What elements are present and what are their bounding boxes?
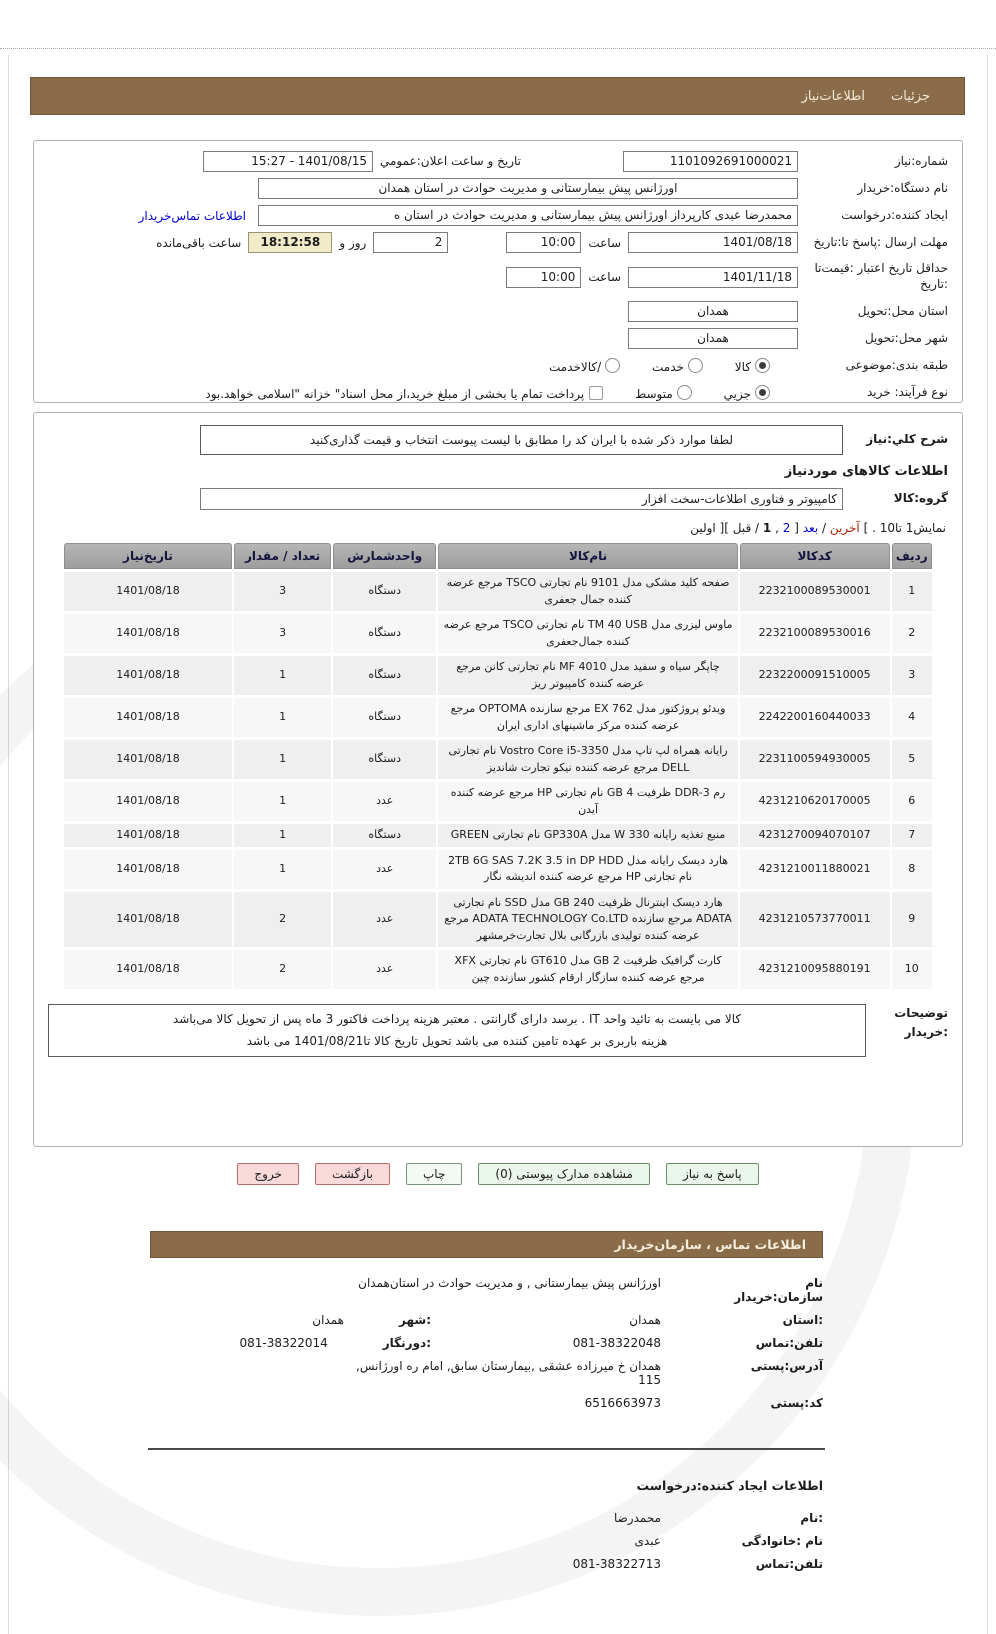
deadline-time-field[interactable]: 10:00 — [506, 232, 581, 253]
delivery-province-field[interactable]: همدان — [628, 301, 798, 322]
cell-item-name: ماوس لیزری مدل TM 40 USB نام تجارتی TSCO مرجع عرضه کننده جمال‌جعفری — [438, 614, 737, 653]
cell-need-date: 1401/08/18 — [64, 614, 232, 653]
buyer-notes-line1: کالا می بایست به تائید واحد IT . برسد دارای گارانتی . معتبر هزینه پرداخت فاکتور 3 ماه پس از تحویل کالا می‌باشد — [172, 1012, 742, 1026]
row-requester — [48, 203, 948, 228]
table-row — [64, 950, 932, 989]
pagination-separator: / — [818, 521, 827, 535]
cell-row-index: 5 — [892, 740, 932, 779]
items-section-heading: اطلاعات کالاهای موردنیاز — [784, 464, 948, 479]
radio-label: متوسط — [635, 386, 673, 401]
requester-label: ایجاد کننده:درخواست — [841, 207, 948, 222]
tab-bar — [30, 77, 965, 115]
delivery-province-label: استان محل:تحویل — [857, 303, 948, 318]
countdown-label: ساعت باقی‌مانده — [156, 235, 242, 250]
cell-row-index: 3 — [892, 656, 932, 695]
cell-quantity: 1 — [234, 782, 331, 821]
row-classification — [48, 353, 948, 378]
table-row — [64, 614, 932, 653]
buyer-contact-block — [150, 1276, 823, 1419]
city-label: :شهر — [399, 1313, 431, 1327]
pagination — [50, 521, 946, 535]
cell-need-date: 1401/08/18 — [64, 740, 232, 779]
pagination-comma: , — [775, 521, 779, 535]
cell-item-code: 2232100089530016 — [740, 614, 890, 653]
row-creator-name — [150, 1511, 823, 1525]
buyer-notes-label-line1: توضیحات — [894, 1006, 948, 1020]
buyer-notes-box — [48, 1004, 866, 1057]
org-name-label: نام سازمان:خریدار — [734, 1276, 823, 1304]
pagination-first-link[interactable]: اولین — [690, 521, 716, 535]
items-table-body — [64, 572, 932, 989]
cell-unit: دستگاه — [333, 824, 436, 847]
classification-option-goods[interactable] — [735, 360, 770, 374]
row-province-city — [150, 1313, 823, 1327]
cell-row-index: 6 — [892, 782, 932, 821]
cell-need-date: 1401/08/18 — [64, 656, 232, 695]
cell-need-date: 1401/08/18 — [64, 950, 232, 989]
deadline-date-field[interactable]: 1401/08/18 — [628, 232, 798, 253]
cell-quantity: 1 — [234, 850, 331, 889]
cell-row-index: 9 — [892, 892, 932, 948]
price-validity-label-line1: حداقل تاریخ اعتبار :قیمت‌تا — [814, 261, 948, 276]
cell-need-date: 1401/08/18 — [64, 698, 232, 737]
province-value: همدان — [629, 1313, 661, 1327]
cell-row-index: 8 — [892, 850, 932, 889]
cell-row-index: 4 — [892, 698, 932, 737]
cell-item-code: 2232100089530001 — [740, 572, 890, 611]
buyer-contact-header: اطلاعات تماس ، سازمان‌خریدار — [150, 1231, 823, 1258]
phone-label: تلفن:تماس — [755, 1336, 823, 1350]
cell-quantity: 3 — [234, 614, 331, 653]
pagination-brackets: ][ — [719, 521, 729, 535]
cell-row-index: 7 — [892, 824, 932, 847]
exit-button[interactable]: خروج — [237, 1163, 299, 1185]
cell-item-name: چاپگر سیاه و سفید مدل MF 4010 نام تجارتی کانن مرجع عرضه کننده کامپیوتر ریز — [438, 656, 737, 695]
cell-item-name: رم DDR-3 ظرفیت 4 GB نام تجارتی HP مرجع عرضه کننده آیدن — [438, 782, 737, 821]
row-buyer-notes — [48, 1004, 948, 1057]
creator-phone-label: تلفن:تماس — [755, 1557, 823, 1571]
classification-option-service[interactable] — [652, 360, 703, 374]
creator-family-value: عبدی — [634, 1534, 661, 1548]
cell-item-name: هارد دیسک رایانه مدل 2TB 6G SAS 7.2K 3.5 in DP HDD نام تجارتی HP مرجع عرضه کننده اندیشه نگار — [438, 850, 737, 889]
col-item-name: نام‌کالا — [438, 543, 737, 569]
pagination-last-link[interactable]: آخرین — [829, 521, 860, 535]
cell-item-name: کارت گرافیک ظرفیت 2 GB مدل GT610 نام تجارتی XFX مرجع عرضه کننده سازگار ارقام کشور سازنده چین — [438, 950, 737, 989]
process-option-medium[interactable] — [635, 387, 692, 401]
table-row — [64, 740, 932, 779]
cell-quantity: 2 — [234, 892, 331, 948]
cell-item-code: 2242200160440033 — [740, 698, 890, 737]
postal-code-label: کد:پستی — [770, 1396, 823, 1410]
pagination-range: نمایش1 تا10 . ] — [863, 521, 946, 535]
postal-code-value: 6516663973 — [584, 1396, 661, 1410]
radio-label: خدمت — [652, 359, 684, 374]
announce-datetime-field[interactable]: 15:27 - 1401/08/15 — [203, 151, 373, 172]
row-buyer-org — [48, 176, 948, 201]
cell-item-name: صفحه کلید مشکی مدل 9101 نام تجارتی TSCO مرجع عرضه کننده جمال جعفری — [438, 572, 737, 611]
top-divider — [0, 48, 996, 49]
cell-quantity: 1 — [234, 740, 331, 779]
org-name-value: اورژانس پیش بیمارستانی , و مدیریت حوادث در استان‌همدان — [358, 1276, 661, 1290]
col-item-code: کدکالا — [740, 543, 890, 569]
phone-value: 081-38322048 — [572, 1336, 661, 1350]
page-right-edge — [987, 55, 988, 1634]
cell-item-code: 4231210011880021 — [740, 850, 890, 889]
pagination-prev-link[interactable]: قبل — [732, 521, 752, 535]
cell-item-code: 2232200091510005 — [740, 656, 890, 695]
cell-need-date: 1401/08/18 — [64, 572, 232, 611]
price-validity-date-field[interactable]: 1401/11/18 — [628, 267, 798, 288]
checkbox-icon — [589, 386, 603, 400]
respond-to-need-button[interactable]: پاسخ به نیاز — [666, 1163, 759, 1185]
item-group-field[interactable]: کامپیوتر و فناوری اطلاعات-سخت افزار — [200, 488, 843, 510]
requester-field[interactable]: محمدرضا عبدی کارپرداز اورژانس پیش بیمارستانی و مدیریت حوادث در استان ه — [258, 205, 798, 226]
cell-item-code: 4231210620170005 — [740, 782, 890, 821]
announce-datetime-label: تاریخ و ساعت اعلان:عمومي — [379, 153, 521, 168]
buyer-notes-label — [866, 1004, 948, 1042]
delivery-city-field[interactable]: همدان — [628, 328, 798, 349]
radio-icon — [605, 358, 620, 373]
creator-name-value: محمدرضا — [613, 1511, 661, 1525]
row-creator-family — [150, 1534, 823, 1548]
pagination-separator-2: / — [751, 521, 760, 535]
cell-quantity: 2 — [234, 950, 331, 989]
cell-need-date: 1401/08/18 — [64, 850, 232, 889]
row-delivery-city — [48, 326, 948, 351]
need-number-label: شماره:نیاز — [894, 153, 948, 168]
row-process-type — [48, 380, 948, 405]
pagination-current-page: 1 — [762, 521, 772, 535]
address-label: آدرس:پستی — [750, 1359, 823, 1373]
buyer-notes-line2: هزینه باربری بر عهده تامین کننده می باشد تحویل تاریخ کالا تا1401/08/21 می باشد — [246, 1033, 668, 1048]
creator-phone-value: 081-38322713 — [572, 1557, 661, 1571]
table-row — [64, 892, 932, 948]
cell-row-index: 10 — [892, 950, 932, 989]
row-need-number — [48, 149, 948, 174]
cell-unit: عدد — [333, 950, 436, 989]
fax-label: :دورنگار — [382, 1336, 431, 1350]
checkbox-label: پرداخت تمام یا بخشی از مبلغ خرید،از محل اسناد" خزانه "اسلامی خواهد.بود — [205, 386, 585, 401]
need-description-label: شرح کلي:نیاز — [866, 432, 948, 447]
cell-item-code: 2231100594930005 — [740, 740, 890, 779]
city-value: همدان — [312, 1313, 344, 1327]
cell-unit: دستگاه — [333, 740, 436, 779]
countdown-timer: 18:12:58 — [248, 232, 332, 253]
pagination-page-2-link[interactable]: 2 — [782, 521, 791, 535]
page-left-edge — [8, 55, 9, 1634]
need-detail-panel — [33, 412, 963, 1147]
view-attachments-button[interactable]: مشاهده مدارک پیوستی (0) — [478, 1163, 650, 1185]
pagination-next-link[interactable]: بعد — [802, 521, 819, 535]
radio-label: کالا — [734, 359, 751, 374]
need-number-field[interactable]: 1101092691000021 — [623, 151, 798, 172]
cell-unit: عدد — [333, 782, 436, 821]
cell-unit: دستگاه — [333, 698, 436, 737]
process-type-label: نوع فرآیند: خرید — [867, 384, 948, 399]
cell-item-code: 4231270094070107 — [740, 824, 890, 847]
col-need-date: تاریخ‌نیاز — [64, 543, 232, 569]
fax-value: 081-38322014 — [239, 1336, 328, 1350]
radio-label: /کالاخدمت — [549, 359, 602, 374]
cell-item-name: منبع تغذیه رایانه 330 W مدل GP330A نام تجارتی GREEN — [438, 824, 737, 847]
back-button[interactable]: بازگشت — [315, 1163, 390, 1185]
buyer-notes-label-line2: :خریدار — [904, 1025, 948, 1040]
row-need-description — [48, 425, 948, 455]
table-row — [64, 824, 932, 847]
row-address — [150, 1359, 823, 1387]
cell-quantity: 1 — [234, 698, 331, 737]
row-postal-code — [150, 1396, 823, 1410]
buyer-org-field[interactable]: اورژانس پیش بیمارستانی و مدیریت حوادث در استان همدان — [258, 178, 798, 199]
cell-unit: عدد — [333, 892, 436, 948]
table-row — [64, 850, 932, 889]
cell-item-name: ویدئو پروژکتور مدل EX 762 مرجع سازنده OPTOMA مرجع عرضه کننده مرکز ماشینهای اداری ایران — [438, 698, 737, 737]
row-phone-fax — [150, 1336, 823, 1350]
classification-label: طبقه بندی:موضوعی — [845, 357, 948, 372]
request-creator-block — [150, 1478, 823, 1580]
col-quantity: تعداد / مقدار — [234, 543, 331, 569]
process-type-options — [177, 385, 770, 401]
cell-item-code: 4231210095880191 — [740, 950, 890, 989]
classification-option-goods-service[interactable] — [549, 360, 620, 374]
radio-icon — [755, 358, 770, 373]
address-value: همدان خ میرزاده عشقی ,بیمارستان سابق, امام ره اورژانس, 115 — [356, 1359, 661, 1387]
cell-quantity: 1 — [234, 824, 331, 847]
row-org-name — [150, 1276, 823, 1304]
cell-item-code: 4231210573770011 — [740, 892, 890, 948]
deadline-label: مهلت ارسال :پاسخ تا:تاریخ — [813, 234, 948, 249]
price-validity-label — [798, 261, 948, 292]
treasury-payment-option[interactable] — [205, 387, 603, 401]
radio-icon — [688, 358, 703, 373]
delivery-city-label: شهر محل:تحویل — [864, 330, 948, 345]
items-table — [62, 540, 934, 992]
pagination-bracket: [ — [794, 521, 799, 535]
classification-options — [521, 358, 770, 374]
row-delivery-province — [48, 299, 948, 324]
tab-details[interactable]: جزئیات — [891, 88, 930, 104]
price-validity-time-field[interactable]: 10:00 — [506, 267, 581, 288]
row-price-validity — [48, 257, 948, 297]
cell-unit: دستگاه — [333, 656, 436, 695]
col-row-index: ردیف — [892, 543, 932, 569]
cell-need-date: 1401/08/18 — [64, 824, 232, 847]
province-label: :استان — [782, 1313, 823, 1327]
creator-name-label: :نام — [800, 1511, 823, 1525]
radio-icon — [755, 385, 770, 400]
row-creator-phone — [150, 1557, 823, 1571]
cell-quantity: 3 — [234, 572, 331, 611]
cell-quantity: 1 — [234, 656, 331, 695]
table-row — [64, 698, 932, 737]
cell-unit: دستگاه — [333, 572, 436, 611]
row-deadline — [48, 230, 948, 255]
radio-icon — [677, 385, 692, 400]
section-divider — [148, 1448, 825, 1450]
cell-item-name: رایانه همراه لپ تاپ مدل Vostro Core i5-3350 نام تجارتی DELL مرجع عرضه کننده نیکو تجارت شاندیز — [438, 740, 737, 779]
buyer-org-label: نام دستگاه:خریدار — [857, 180, 948, 195]
deadline-time-label: ساعت — [588, 235, 621, 250]
cell-need-date: 1401/08/18 — [64, 892, 232, 948]
price-validity-label-line2: :تاریخ — [920, 277, 948, 291]
tab-need-info[interactable]: اطلاعات‌نیاز — [801, 88, 866, 104]
items-table-header — [64, 543, 932, 569]
creator-family-label: نام :خانوادگی — [741, 1534, 823, 1548]
remaining-days-field[interactable]: 2 — [373, 232, 448, 253]
row-item-group — [48, 486, 948, 511]
request-creator-heading: اطلاعات ایجاد کننده:درخواست — [636, 1478, 823, 1493]
table-row — [64, 656, 932, 695]
table-row — [64, 782, 932, 821]
cell-unit: دستگاه — [333, 614, 436, 653]
cell-row-index: 1 — [892, 572, 932, 611]
buyer-contact-link[interactable]: اطلاعات تماس‌خریدار — [138, 208, 246, 223]
process-option-minor[interactable] — [724, 387, 770, 401]
radio-label: جزیي — [723, 386, 751, 401]
need-description-box: لطفا موارد ذکر شده با ایران کد را مطابق با لیست پیوست انتخاب و قیمت گذاری‌کنید — [200, 425, 843, 455]
need-summary-panel — [33, 140, 963, 403]
cell-need-date: 1401/08/18 — [64, 782, 232, 821]
print-button[interactable]: چاپ — [406, 1163, 462, 1185]
cell-unit: عدد — [333, 850, 436, 889]
cell-item-name: هارد دیسک اینترنال ظرفیت 240 GB مدل SSD نام تجارتی ADATA مرجع سازنده ADATA TECHNOLOGY Co.LTD مرجع عرضه کننده تولیدی بازرگانی بلال تجارت‌خرمشهر — [438, 892, 737, 948]
remaining-days-label: روز و — [339, 235, 367, 250]
col-unit: واحدشمارش — [333, 543, 436, 569]
table-row — [64, 572, 932, 611]
item-group-label: گروه:کالا — [893, 490, 948, 505]
price-validity-time-label: ساعت — [588, 270, 621, 284]
cell-row-index: 2 — [892, 614, 932, 653]
action-button-bar — [33, 1163, 963, 1185]
